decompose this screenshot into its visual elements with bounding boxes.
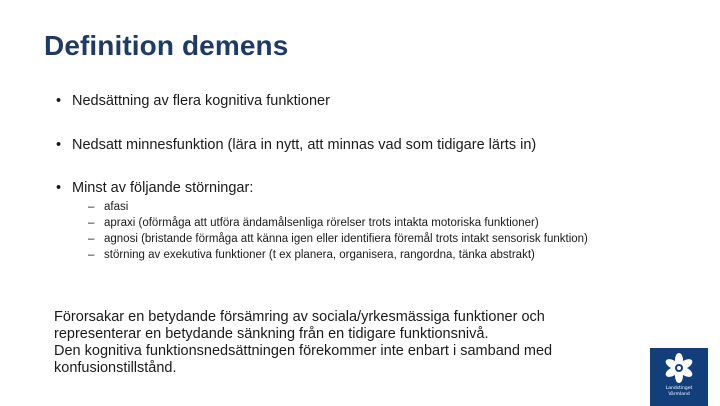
sub-marker: – [88,249,95,261]
paragraph-line: Den kognitiva funktionsnedsättningen förekommer inte enbart i samband med [54,343,553,359]
sub-list [88,199,648,263]
bullet-item [56,93,330,109]
sub-item-text: apraxi (oförmåga att utföra ändamålsenliga rörelser trots intakta motoriska funktioner) [104,217,539,229]
summary-paragraph [54,309,634,377]
organization-logo [650,348,708,406]
bullet-text: Nedsatt minnesfunktion (lära in nytt, att minnas vad som tidigare lärts in) [72,137,537,153]
paragraph-line: Förorsakar en betydande försämring av sociala/yrkesmässiga funktioner och [54,309,545,325]
flower-logo-icon [650,348,708,406]
bullet-marker: • [56,137,62,153]
logo-text-line: Värmland [668,392,690,397]
sub-item [88,215,648,231]
sub-item [88,199,648,215]
logo-text-line: Landstinget [665,386,693,391]
sub-item-text: störning av exekutiva funktioner (t ex planera, organisera, rangordna, tänka abstrakt) [104,249,535,261]
paragraph-line: representerar en betydande sänkning från en tidigare funktionsnivå. [54,326,489,342]
sub-marker: – [88,201,95,213]
sub-item [88,247,648,263]
sub-item [88,231,644,247]
paragraph-line: konfusionstillstånd. [54,360,177,376]
sub-marker: – [88,217,95,229]
bullet-text: Nedsättning av flera kognitiva funktioner [72,93,330,109]
bullet-text: Minst av följande störningar: [72,180,254,196]
sub-marker: – [88,233,95,245]
bullet-item [56,137,536,153]
bullet-marker: • [56,93,62,109]
bullet-item [56,180,253,196]
sub-item-text: agnosi (bristande förmåga att känna igen eller identifiera föremål trots intakt sensorisk funktion) [104,233,588,245]
bullet-marker: • [56,180,62,196]
slide-title: Definition demens [44,30,289,61]
sub-item-text: afasi [104,201,129,213]
